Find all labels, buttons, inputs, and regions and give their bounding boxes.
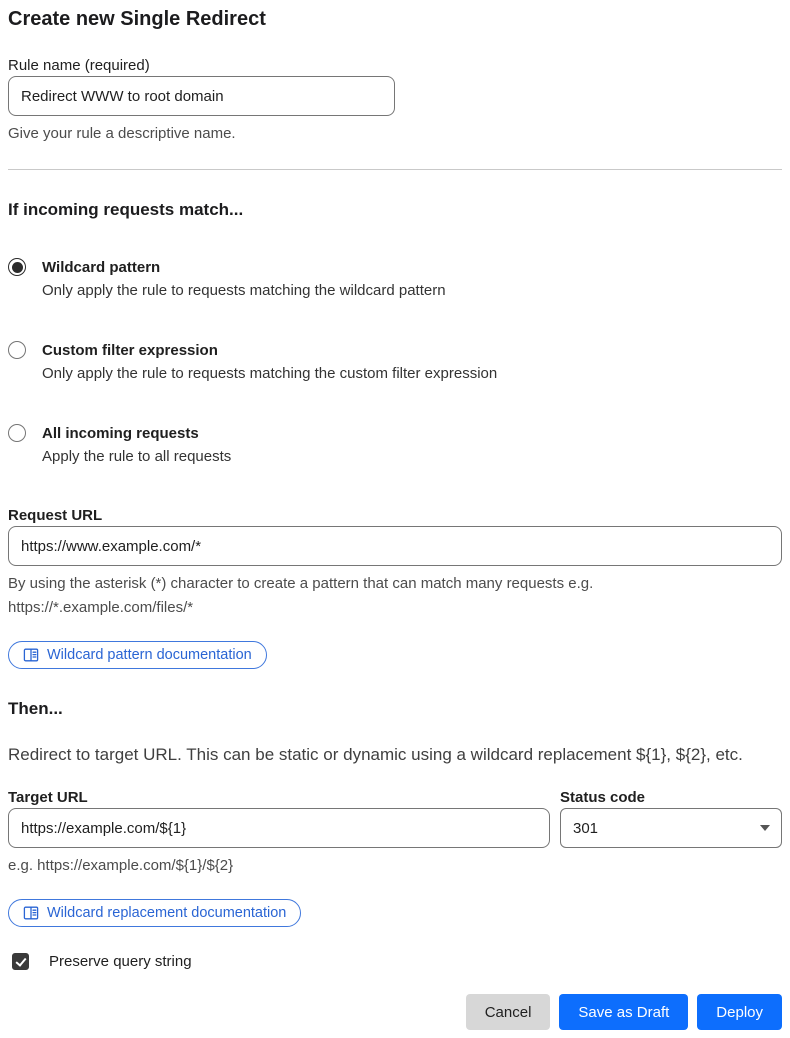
target-url-help: e.g. https://example.com/${1}/${2} <box>8 857 234 874</box>
match-section-heading: If incoming requests match... <box>8 200 244 219</box>
status-code-label: Status code <box>560 789 646 806</box>
radio-texts <box>42 423 231 469</box>
then-section-heading: Then... <box>8 699 63 718</box>
rule-name-field <box>8 56 782 146</box>
wildcard-replacement-docs-button[interactable] <box>8 899 301 927</box>
preserve-query-row[interactable] <box>8 950 782 973</box>
book-icon <box>23 905 39 921</box>
target-url-label: Target URL <box>8 789 88 806</box>
target-url-field <box>8 788 550 878</box>
status-code-field <box>560 788 782 878</box>
target-url-input[interactable] <box>8 808 550 848</box>
custom-filter-description: Only apply the rule to requests matching the custom filter expression <box>42 365 498 382</box>
wildcard-pattern-label: Wildcard pattern <box>42 259 161 276</box>
match-type-radio-group <box>8 257 782 469</box>
book-icon <box>23 647 39 663</box>
custom-filter-label: Custom filter expression <box>42 342 218 359</box>
page-title: Create new Single Redirect <box>8 8 266 30</box>
request-url-field <box>8 506 782 620</box>
then-section-description: Redirect to target URL. This can be static or dynamic using a wildcard replacement ${1}, ${2}, etc. <box>8 745 743 764</box>
radio-texts <box>42 340 497 386</box>
radio-row-wildcard-pattern[interactable] <box>8 257 782 303</box>
status-code-select-wrap <box>560 808 782 848</box>
save-as-draft-button[interactable]: Save as Draft <box>559 994 688 1030</box>
wildcard-pattern-docs-button[interactable] <box>8 641 267 669</box>
wildcard-replacement-docs-label: Wildcard replacement documentation <box>47 904 287 921</box>
request-url-label: Request URL <box>8 507 103 524</box>
section-divider <box>8 169 782 170</box>
preserve-query-checkbox[interactable] <box>12 953 29 970</box>
all-requests-label: All incoming requests <box>42 425 199 442</box>
wildcard-pattern-docs-label: Wildcard pattern documentation <box>47 646 252 663</box>
rule-name-label: Rule name (required) <box>8 57 150 74</box>
wildcard-pattern-radio[interactable] <box>8 258 26 276</box>
all-requests-radio[interactable] <box>8 424 26 442</box>
wildcard-pattern-description: Only apply the rule to requests matching the wildcard pattern <box>42 282 446 299</box>
radio-row-all-requests[interactable] <box>8 423 782 469</box>
form-actions <box>8 994 782 1030</box>
radio-texts <box>42 257 446 303</box>
request-url-help: By using the asterisk (*) character to create a pattern that can match many requests e.g. https://*.example.com/files/* <box>8 575 594 616</box>
target-status-row <box>8 788 782 878</box>
all-requests-description: Apply the rule to all requests <box>42 448 232 465</box>
rule-name-help: Give your rule a descriptive name. <box>8 125 236 142</box>
cancel-button[interactable]: Cancel <box>466 994 551 1030</box>
preserve-query-label: Preserve query string <box>49 953 192 970</box>
deploy-button[interactable]: Deploy <box>697 994 782 1030</box>
request-url-input[interactable] <box>8 526 782 566</box>
radio-row-custom-filter[interactable] <box>8 340 782 386</box>
custom-filter-radio[interactable] <box>8 341 26 359</box>
status-code-select[interactable] <box>560 808 782 848</box>
rule-name-input[interactable] <box>8 76 395 116</box>
